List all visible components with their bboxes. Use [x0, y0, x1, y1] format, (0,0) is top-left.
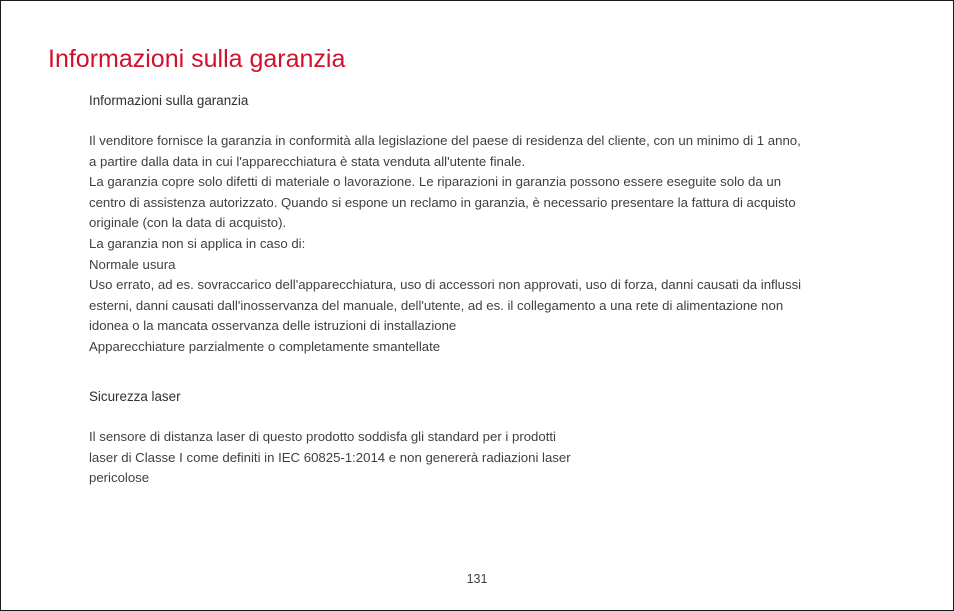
warranty-line: esterni, danni causati dall'inosservanza del manuale, dell'utente, ad es. il collegamento a una rete di alimentazione non	[89, 297, 784, 313]
laser-safety-line: pericolose	[89, 470, 150, 486]
page-title: Informazioni sulla garanzia	[48, 45, 346, 73]
warranty-line: Apparecchiature parzialmente o completamente smantellate	[89, 338, 441, 354]
laser-safety-section	[89, 387, 879, 489]
warranty-line: centro di assistenza autorizzato. Quando si espone un reclamo in garanzia, è necessario presentare la fattura di acquisto	[89, 194, 796, 210]
laser-safety-line: laser di Classe I come definiti in IEC 60825-1:2014 e non genererà radiazioni laser	[89, 449, 571, 465]
warranty-line: originale (con la data di acquisto).	[89, 215, 287, 231]
laser-safety-heading: Sicurezza laser	[89, 389, 181, 404]
warranty-line: Normale usura	[89, 256, 176, 272]
warranty-heading: Informazioni sulla garanzia	[89, 93, 249, 108]
warranty-line: idonea o la mancata osservanza delle istruzioni di installazione	[89, 318, 457, 334]
warranty-line: La garanzia non si applica in caso di:	[89, 235, 306, 251]
warranty-line: a partire dalla data in cui l'apparecchiatura è stata venduta all'utente finale.	[89, 153, 526, 169]
warranty-line: La garanzia copre solo difetti di materiale o lavorazione. Le riparazioni in garanzia possono essere eseguite solo da un	[89, 174, 782, 190]
warranty-body	[89, 131, 879, 358]
page-number: 131	[466, 572, 488, 586]
warranty-line: Il venditore fornisce la garanzia in conformità alla legislazione del paese di residenza del cliente, con un minimo di 1 anno,	[89, 133, 801, 148]
laser-safety-line: Il sensore di distanza laser di questo prodotto soddisfa gli standard per i prodotti	[89, 429, 556, 444]
warranty-line: Uso errato, ad es. sovraccarico dell'apparecchiatura, uso di accessori non approvati, uso di forza, danni causati da influssi	[89, 277, 802, 293]
warranty-section	[89, 91, 879, 358]
laser-safety-body	[89, 427, 879, 489]
